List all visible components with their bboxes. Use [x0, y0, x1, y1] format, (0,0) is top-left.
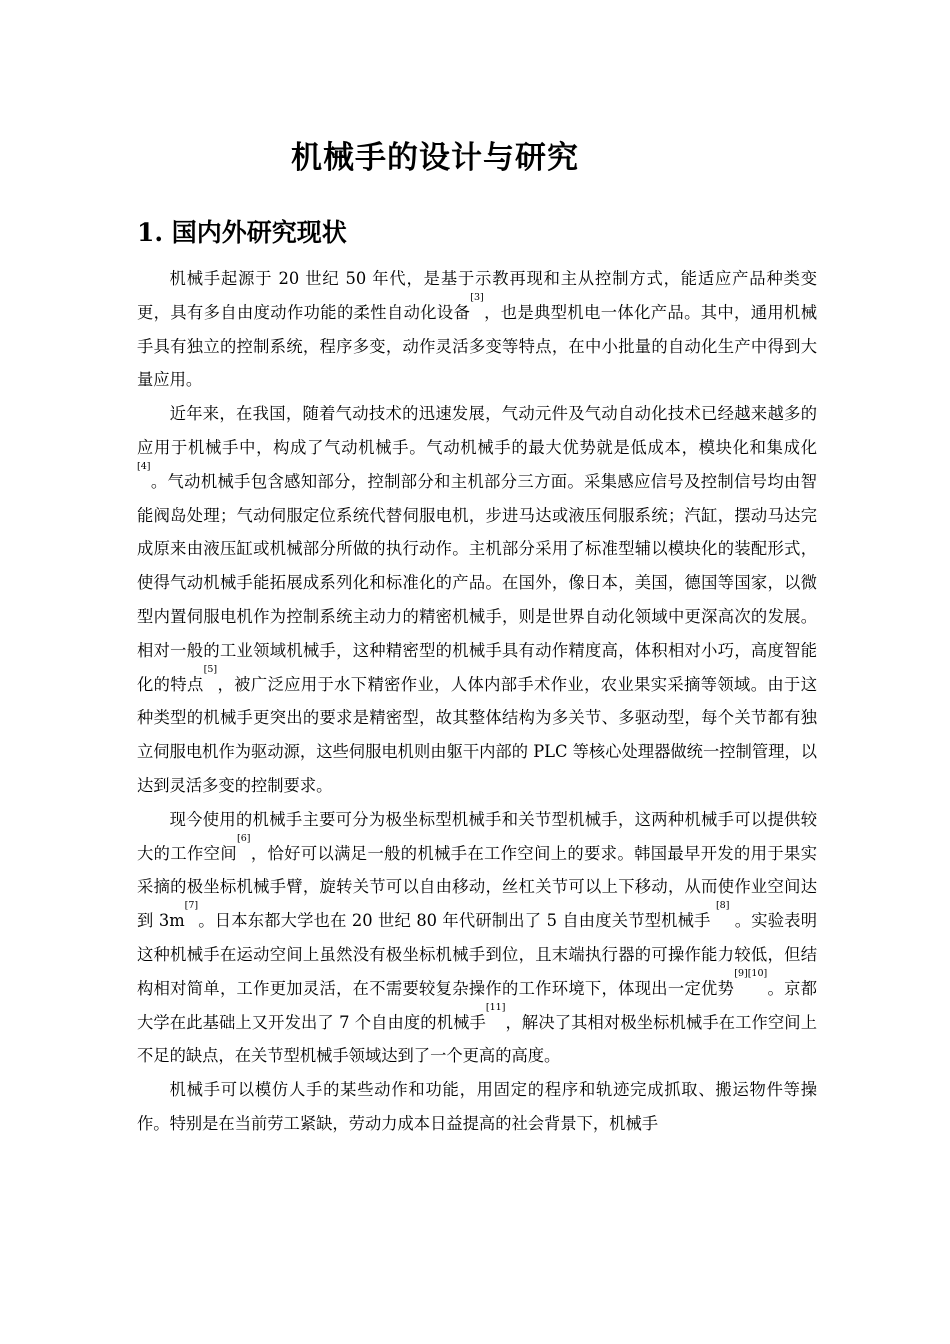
- text-run: 。日本东都大学也在 20 世纪 80 年代研制出了 5 自由度关节型机械手: [198, 911, 716, 931]
- citation-ref: [8]: [715, 900, 730, 912]
- text-run: ，解决了其相对极坐标机械手在工作空间上不足的缺点，在关节型机械手领域达到了一个更高的高度。: [137, 1012, 817, 1066]
- text-run: 。实验表明这种机械手在运动空间上虽然没有极坐标机械手到位，且末端执行器的可操作能力较低，但结构相对简单，工作更加灵活，在不需要较复杂操作的工作环境下，体现出一定优势: [137, 911, 817, 998]
- section-heading: 1. 国内外研究现状: [137, 218, 347, 247]
- citation-ref: [4]: [137, 460, 151, 472]
- citation-ref: [11]: [485, 1001, 506, 1013]
- citation-ref: [9][10]: [734, 967, 768, 979]
- text-run: ，恰好可以满足一般的机械手在工作空间上的要求。韩国最早开发的用于果实采摘的极坐标机械手臂，旋转关节可以自由移动，丝杠关节可以上下移动，从而使作业空间达到 3m: [137, 843, 817, 931]
- text-run: ，也是典型机电一体化产品。其中，通用机械手具有独立的控制系统，程序多变，动作灵活多变等特点，在中小批量的自动化生产中得到大量应用。: [137, 302, 817, 390]
- paragraph: [137, 397, 817, 803]
- citation-ref: [5]: [203, 663, 218, 675]
- text-run: 近年来，在我国，随着气动技术的迅速发展，气动元件及气动自动化技术已经越来越多的应用于机械手中，构成了气动机械手。气动机械手的最大优势就是低成本，模块化和集成化: [137, 404, 817, 457]
- paragraph: [137, 1073, 817, 1141]
- text-run: 机械手可以模仿人手的某些动作和功能，用固定的程序和轨迹完成抓取、搬运物件等操作。特别是在当前劳工紧缺，劳动力成本日益提高的社会背景下，机械手: [137, 1080, 817, 1133]
- text-run: 机械手起源于 20 世纪 50 年代，是基于示教再现和主从控制方式，能适应产品种类变更，具有多自由度动作功能的柔性自动化设备: [137, 269, 817, 322]
- paragraph: [137, 262, 817, 397]
- text-run: ，被广泛应用于水下精密作业，人体内部手术作业，农业果实采摘等领域。由于这种类型的机械手更突出的要求是精密型，故其整体结构为多关节、多驱动型，每个关节都有独立伺服电机作为驱动源，这些伺服电机则由躯干内部的 PLC 等核心处理器做统一控制管理，以达到灵活多变的控制要求。: [137, 674, 817, 795]
- text-run: 。京都大学在此基础上又开发出了 7 个自由度的机械手: [137, 978, 817, 1032]
- citation-ref: [3]: [470, 291, 484, 303]
- body-text: [137, 262, 817, 1141]
- citation-ref: [6]: [236, 832, 251, 844]
- text-run: 现今使用的机械手主要可分为极坐标型机械手和关节型机械手，这两种机械手可以提供较大的工作空间: [137, 809, 817, 863]
- document-title: 机械手的设计与研究: [291, 140, 579, 176]
- citation-ref: [7]: [184, 900, 199, 912]
- text-run: 。气动机械手包含感知部分，控制部分和主机部分三方面。采集感应信号及控制信号均由智能阀岛处理；气动伺服定位系统代替伺服电机，步进马达或液压伺服系统；汽缸，摆动马达完成原来由液压缸或机械部分所做的执行动作。主机部分采用了标准型辅以模块化的装配形式，使得气动机械手能拓展成系列化和标准化的产品。在国外，像日本，美国，德国等国家，以微型内置伺服电机作为控制系统主动力的精密机械手，则是世界自动化领域中更深高次的发展。相对一般的工业领域机械手，这种精密型的机械手具有动作精度高，体积相对小巧，高度智能化的特点: [137, 471, 817, 694]
- paragraph: [137, 803, 817, 1073]
